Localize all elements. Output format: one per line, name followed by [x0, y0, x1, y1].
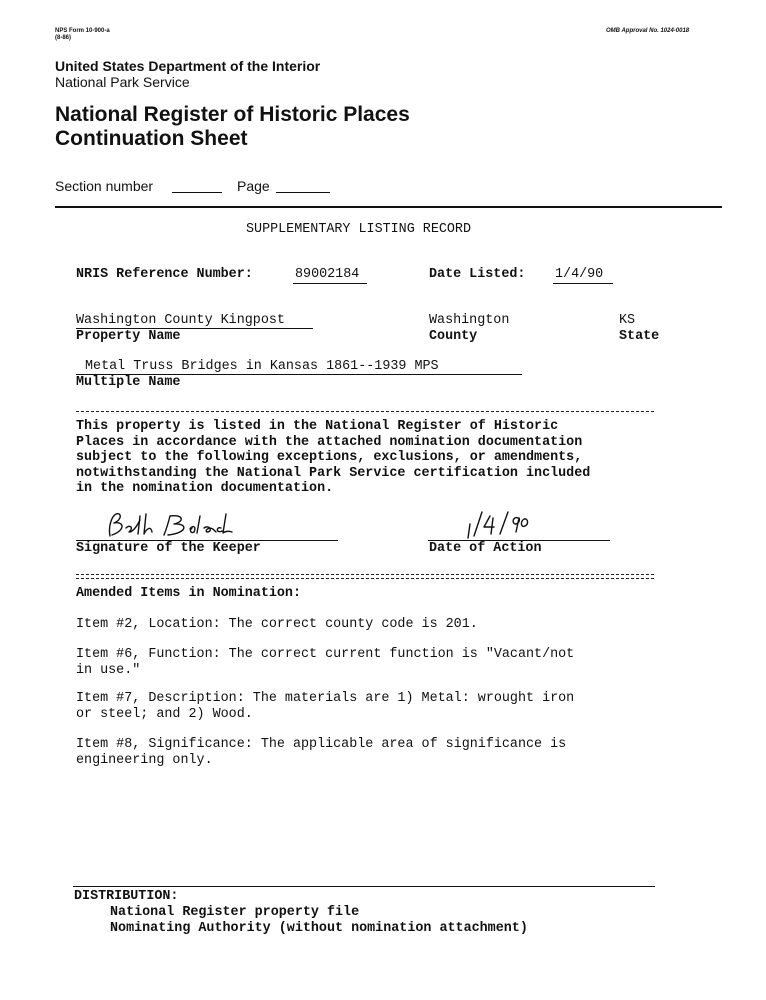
- date-listed-underline: [553, 283, 613, 284]
- amended-item-line: Item #6, Function: The correct current function is "Vacant/not: [76, 647, 575, 662]
- amended-heading: Amended Items in Nomination:: [76, 586, 301, 601]
- amended-item-line: in use.": [76, 662, 141, 678]
- distribution-rule: [73, 886, 655, 887]
- amended-item-line: Item #7, Description: The materials are 1) Metal: wrought iron: [76, 691, 575, 706]
- keeper-label: Signature of the Keeper: [76, 541, 261, 556]
- action-date-handwritten: [462, 510, 534, 540]
- amended-item-line: Item #2, Location: The correct county code is 201.: [76, 617, 478, 632]
- page-field: [276, 192, 330, 193]
- distribution-line: National Register property file: [110, 905, 360, 920]
- service-name: National Park Service: [55, 74, 190, 90]
- amended-item-line: engineering only.: [76, 752, 213, 768]
- amended-item-line: Item #8, Significance: The applicable area of significance is: [76, 737, 567, 752]
- property-name: Washington County Kingpost: [76, 313, 285, 328]
- nris-label: NRIS Reference Number:: [76, 267, 253, 282]
- state-label: State: [619, 329, 660, 344]
- omb-approval: OMB Approval No. 1024-0018: [606, 28, 690, 34]
- keeper-signature: [100, 508, 240, 542]
- form-number: NPS Form 10-900-a: [55, 28, 110, 34]
- amended-item-line: or steel; and 2) Wood.: [76, 706, 253, 722]
- department-name: United States Department of the Interior: [55, 58, 321, 74]
- property-name-label: Property Name: [76, 329, 181, 344]
- county-label: County: [429, 329, 478, 344]
- section-number-label: Section number: [55, 178, 154, 194]
- section-number-field: [172, 192, 222, 193]
- header-rule: [55, 206, 722, 208]
- statement-line: This property is listed in the National Register of Historic: [76, 419, 559, 434]
- double-divider-bottom: [76, 578, 654, 579]
- form-date: (8-86): [55, 35, 72, 41]
- date-listed-label: Date Listed:: [429, 267, 526, 282]
- distribution-line: Nominating Authority (without nomination attachment): [110, 920, 528, 936]
- double-divider-top: [76, 574, 654, 575]
- statement-line: in the nomination documentation.: [76, 481, 334, 496]
- county-value: Washington: [429, 313, 510, 328]
- action-date-label: Date of Action: [429, 541, 542, 556]
- page-title: National Register of Historic Places: [55, 103, 410, 126]
- date-listed-value: 1/4/90: [555, 267, 604, 282]
- nris-underline: [293, 283, 367, 284]
- statement-line: subject to the following exceptions, exclusions, or amendments,: [76, 450, 583, 465]
- distribution-heading: DISTRIBUTION:: [74, 889, 179, 904]
- record-heading: SUPPLEMENTARY LISTING RECORD: [246, 222, 471, 237]
- statement-line: notwithstanding the National Park Service certification included: [76, 465, 591, 481]
- state-value: KS: [619, 313, 636, 328]
- nris-value: 89002184: [295, 267, 360, 282]
- page-subtitle: Continuation Sheet: [55, 127, 248, 150]
- multiple-name-label: Multiple Name: [76, 375, 181, 390]
- multiple-name: Metal Truss Bridges in Kansas 1861--1939 MPS: [85, 359, 439, 374]
- dashed-divider: [76, 411, 654, 412]
- statement-line: Places in accordance with the attached nomination documentation: [76, 434, 583, 450]
- page-label: Page: [237, 178, 270, 194]
